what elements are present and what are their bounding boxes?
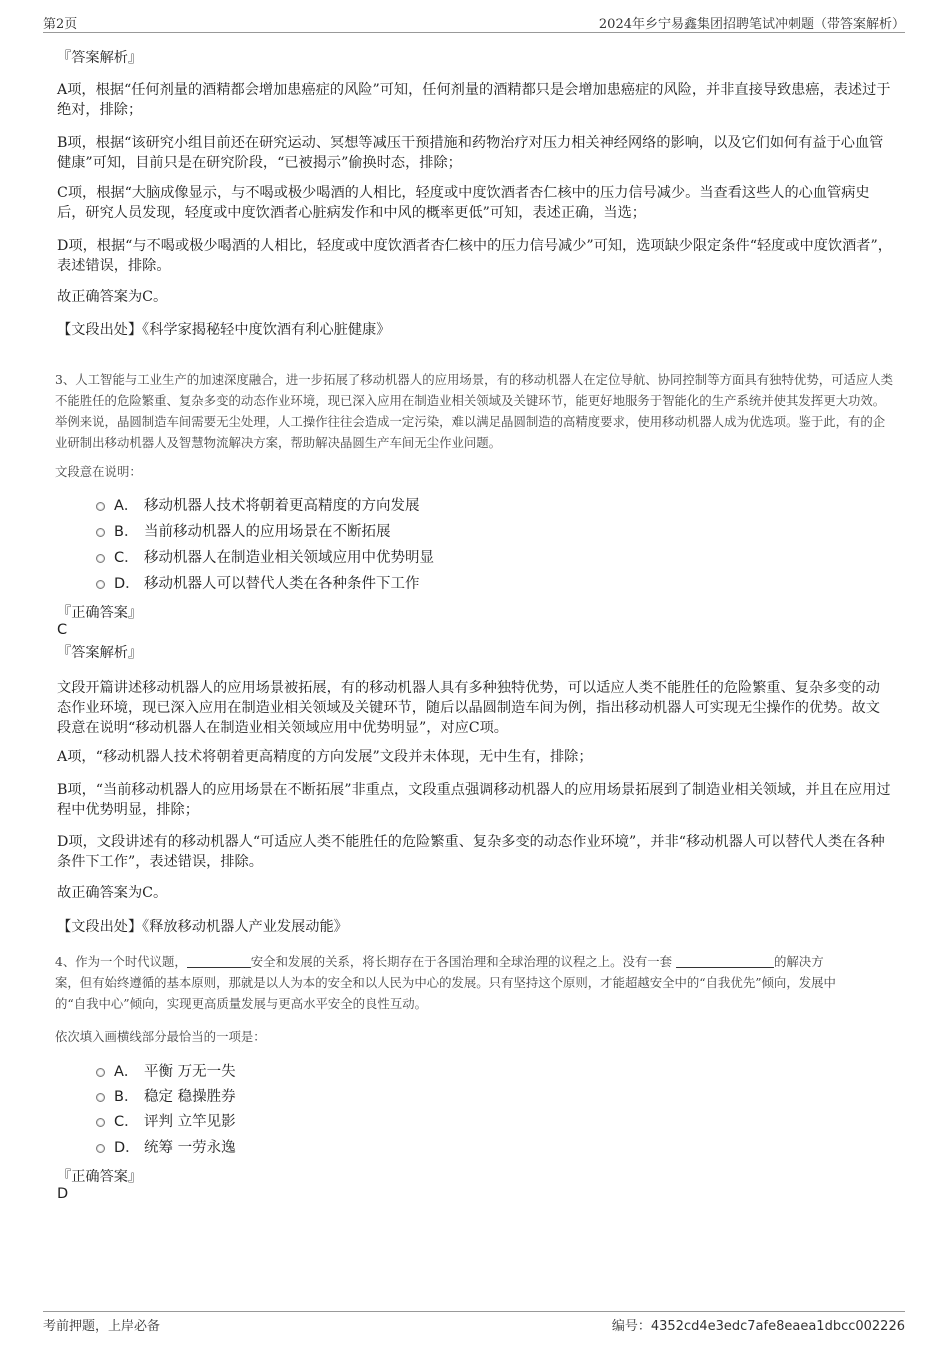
page-number: 第2页 [43, 17, 78, 32]
q3-conclusion: 故正确答案为C。 [57, 885, 168, 901]
q3-analysis-b: B项，“当前移动机器人的应用场景在不断拓展”非重点，文段重点强调移动机器人的应用场景拓展到了制造业相关领域，并且在应用过程中优势明显，排除； [57, 782, 891, 818]
page-header [43, 10, 905, 33]
q4-prompt: 依次填入画横线部分最恰当的一项是： [55, 1029, 266, 1044]
q4-stem: 4、作为一个时代议题， 安全和发展的关系，将长期存在于各国治理和全球治理的议程之上。没有一套 的解决方 案，但有始终遵循的基本原则，那就是以人为本的安全和以人民为中心的发展。只有坚持这个原则，才能超越安全中的“自我优先”倾向，发展中 的“自我中心”倾向，实现更高质量发展与更高水平安全的良性互动。 [55, 954, 836, 1011]
document-title: 2024年乡宁易鑫集团招聘笔试冲刺题（带答案解析） [598, 17, 905, 32]
radio-icon[interactable] [96, 502, 105, 511]
q3-stem: 3、人工智能与工业生产的加速深度融合，进一步拓展了移动机器人的应用场景，有的移动机器人在定位导航、协同控制等方面具有独特优势，可适应人类不能胜任的危险繁重、复杂多变的动态作业环境，现已深入应用在制造业相关领域及关键环节，能更好地服务于智能化的生产系统并使其发挥更大功效。举例来说，晶圆制造车间需要无尘处理，人工操作往往会造成一定污染，难以满足晶圆制造的高精度要求，使用移动机器人成为优选项。鉴于此，有的企业研制出移动机器人及智慧物流解决方案，帮助解决晶圆生产车间无尘作业问题。 [55, 372, 894, 450]
q2-analysis-d: D项，根据“与不喝或极少喝酒的人相比，轻度或中度饮酒者杏仁核中的压力信号减少”可知，选项缺少限定条件“轻度或中度饮酒者”，表述错误，排除。 [57, 238, 892, 274]
q3-answer: C [57, 622, 68, 638]
q3-prompt: 文段意在说明： [55, 464, 142, 479]
q2-analysis-heading: 『答案解析』 [57, 50, 143, 66]
q4-option-a[interactable]: A． 平衡 万无一失 [96, 1062, 236, 1082]
q2-conclusion: 故正确答案为C。 [57, 289, 168, 305]
q3-analysis-intro: 文段开篇讲述移动机器人的应用场景被拓展，有的移动机器人具有多种独特优势，可以适应人类不能胜任的危险繁重、复杂多变的动态作业环境，现已深入应用在制造业相关领域及关键环节，随后以晶圆制造车间为例，指出移动机器人可实现无尘操作的优势。故文段意在说明“移动机器人在制造业相关领域应用中优势明显”，对应C项。 [57, 680, 880, 736]
q2-analysis-c: C项，根据“大脑成像显示，与不喝或极少喝酒的人相比，轻度或中度饮酒者杏仁核中的压力信号减少。当查看这些人的心血管病史后，研究人员发现，轻度或中度饮酒者心脏病发作和中风的概率更低”可知，表述正确，当选； [57, 185, 870, 221]
q3-option-c[interactable]: C． 移动机器人在制造业相关领域应用中优势明显 [96, 548, 434, 568]
q2-source: 【文段出处】《科学家揭秘轻中度饮酒有利心脏健康》 [57, 322, 391, 338]
q4-answer: D [57, 1186, 69, 1202]
q2-analysis-b: B项，根据“该研究小组目前还在研究运动、冥想等减压干预措施和药物治疗对压力相关神经网络的影响，以及它们如何有益于心血管健康”可知，目前只是在研究阶段，“已被揭示”偷换时态，排除； [57, 135, 884, 171]
radio-icon[interactable] [96, 554, 105, 563]
q3-option-a[interactable]: A． 移动机器人技术将朝着更高精度的方向发展 [96, 496, 420, 516]
q3-analysis-heading: 『答案解析』 [57, 645, 143, 661]
fill-blank-1 [187, 953, 251, 968]
q4-option-c[interactable]: C． 评判 立竿见影 [96, 1112, 236, 1132]
q4-option-d[interactable]: D． 统筹 一劳永逸 [96, 1138, 236, 1158]
page-footer [43, 1311, 905, 1334]
radio-icon[interactable] [96, 1093, 105, 1102]
q3-source: 【文段出处】《释放移动机器人产业发展动能》 [57, 919, 348, 935]
q3-answer-heading: 『正确答案』 [57, 605, 143, 621]
q4-option-b[interactable]: B． 稳定 稳操胜券 [96, 1087, 236, 1107]
q3-analysis-a: A项，“移动机器人技术将朝着更高精度的方向发展”文段并未体现，无中生有，排除； [57, 749, 593, 765]
q4-answer-heading: 『正确答案』 [57, 1169, 143, 1185]
q3-analysis-d: D项，文段讲述有的移动机器人“可适应人类不能胜任的危险繁重、复杂多变的动态作业环境”，并非“移动机器人可以替代人类在各种条件下工作”，表述错误，排除。 [57, 834, 885, 870]
radio-icon[interactable] [96, 580, 105, 589]
q2-analysis-a: A项，根据“任何剂量的酒精都会增加患癌症的风险”可知，任何剂量的酒精都只是会增加患癌症的风险，并非直接导致患癌，表述过于绝对，排除； [57, 82, 891, 118]
fill-blank-2 [676, 953, 774, 968]
footer-slogan: 考前押题，上岸必备 [43, 1319, 161, 1334]
radio-icon[interactable] [96, 528, 105, 537]
radio-icon[interactable] [96, 1068, 105, 1077]
document-id: 编号：4352cd4e3edc7afe8eaea1dbcc002226 [611, 1319, 905, 1334]
q3-option-b[interactable]: B． 当前移动机器人的应用场景在不断拓展 [96, 522, 391, 542]
radio-icon[interactable] [96, 1144, 105, 1153]
q3-option-d[interactable]: D． 移动机器人可以替代人类在各种条件下工作 [96, 574, 420, 594]
radio-icon[interactable] [96, 1118, 105, 1127]
